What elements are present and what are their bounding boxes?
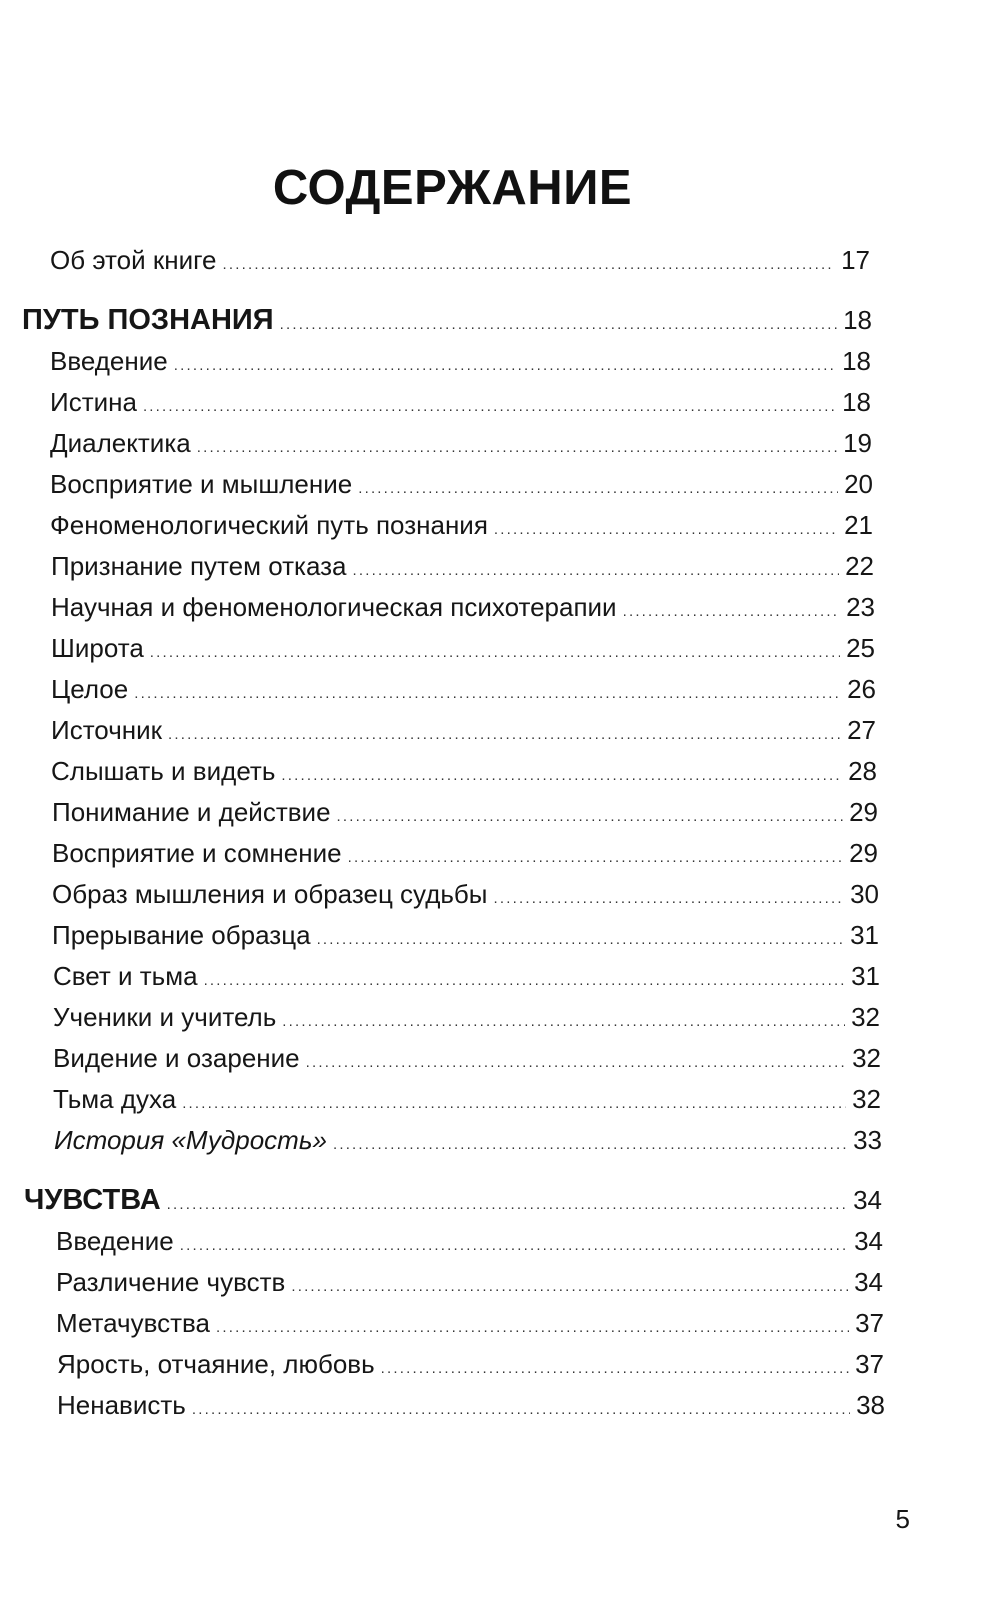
dot-leader (180, 1226, 848, 1261)
toc-entry-page: 18 (842, 387, 871, 417)
toc-entry (51, 710, 876, 750)
dot-leader (197, 428, 837, 463)
toc-entry-page: 31 (850, 920, 879, 950)
dot-leader (223, 245, 836, 280)
toc-entry (56, 1221, 883, 1261)
toc-entry-title: Широта (51, 633, 144, 663)
toc-entry-page: 32 (852, 1043, 881, 1073)
toc-entry-page: 26 (847, 674, 876, 704)
toc-entry-page: 20 (844, 469, 873, 499)
toc-entry-title: История «Мудрость» (54, 1125, 327, 1155)
dot-leader (143, 387, 836, 422)
toc-entry-page: 37 (855, 1308, 884, 1338)
toc-entry-title: Свет и тьма (53, 961, 198, 991)
toc-entry-page: 30 (850, 879, 879, 909)
toc-entry-page: 29 (849, 797, 878, 827)
toc-entry (50, 382, 871, 422)
dot-leader (192, 1390, 850, 1425)
toc-entry-title: Тьма духа (53, 1084, 177, 1114)
dot-leader (280, 305, 837, 340)
toc-entry (50, 341, 871, 381)
toc-entry-page: 38 (856, 1390, 885, 1420)
page-title: СОДЕРЖАНИЕ (272, 161, 633, 215)
toc-entry-title: Целое (51, 674, 129, 704)
dot-leader (174, 346, 836, 381)
dot-leader (381, 1349, 849, 1384)
toc-section-title: ЧУВСТВА (24, 1184, 161, 1216)
toc-entry-title: Различение чувств (56, 1267, 286, 1297)
toc-entry-title: Об этой книге (50, 245, 217, 275)
toc-entry (52, 833, 878, 873)
dot-leader (182, 1084, 846, 1119)
toc-section-page: 18 (843, 305, 872, 335)
toc-entry-page: 28 (848, 756, 877, 786)
toc-entry-page: 34 (854, 1226, 883, 1256)
page-number: 5 (895, 1504, 910, 1534)
toc-entry-page: 21 (844, 510, 873, 540)
toc-entry-title: Видение и озарение (53, 1043, 300, 1073)
toc-entry-page: 18 (842, 346, 871, 376)
toc-entry-title: Феноменологический путь познания (50, 510, 488, 540)
toc-entry-title: Введение (50, 346, 168, 376)
dot-leader (333, 1125, 847, 1160)
toc-entry (57, 1385, 885, 1425)
toc-entry-title: Признание путем отказа (51, 551, 347, 581)
toc-entry (50, 423, 872, 463)
toc-entry-page: 37 (855, 1349, 884, 1379)
toc-section (24, 1180, 882, 1220)
toc-entry-title: Слышать и видеть (51, 756, 276, 786)
toc-entry-page: 23 (846, 592, 875, 622)
toc-entry-page: 22 (845, 551, 874, 581)
toc-entry-title: Прерывание образца (52, 920, 311, 950)
toc-entry (56, 1262, 883, 1302)
toc-entry-title: Метачувства (56, 1308, 211, 1338)
toc-entry (52, 874, 879, 914)
toc-entry (50, 464, 873, 504)
dot-leader (358, 469, 838, 504)
toc-section-page: 34 (853, 1185, 882, 1215)
toc-entry-title: Введение (56, 1226, 174, 1256)
dot-leader (291, 1267, 848, 1302)
toc-entry (53, 956, 880, 996)
toc-entry (51, 751, 877, 791)
toc-entry-title: Ярость, отчаяние, любовь (57, 1349, 375, 1379)
toc-entry-page: 25 (846, 633, 875, 663)
toc-entry (53, 1038, 881, 1078)
toc-entry (52, 792, 878, 832)
toc-section (22, 300, 872, 340)
dot-leader (167, 1185, 847, 1220)
toc-entry-page: 32 (852, 1084, 881, 1114)
toc-entry (50, 505, 873, 545)
dot-leader (216, 1308, 849, 1343)
dot-leader (353, 551, 840, 586)
toc-entry (53, 1079, 881, 1119)
dot-leader (134, 674, 841, 709)
toc-entry-page: 34 (854, 1267, 883, 1297)
toc-entry-title: Научная и феноменологическая психотерапии (51, 592, 617, 622)
dot-leader (204, 961, 846, 996)
toc-entry-title: Диалектика (50, 428, 191, 458)
toc-entry-page: 33 (853, 1125, 882, 1155)
toc-entry-story (54, 1120, 882, 1160)
toc-entry-page: 17 (841, 245, 870, 275)
dot-leader (623, 592, 841, 627)
toc-entry-title: Восприятие и сомнение (52, 838, 342, 868)
toc-entry (56, 1303, 884, 1343)
toc-entry-page: 29 (849, 838, 878, 868)
toc-entry (51, 669, 876, 709)
toc-entry-title: Образ мышления и образец судьбы (52, 879, 488, 909)
dot-leader (306, 1043, 846, 1078)
dot-leader (494, 510, 838, 545)
dot-leader (337, 797, 844, 832)
toc-entry (50, 240, 870, 280)
toc-entry-page: 19 (843, 428, 872, 458)
toc-entry (51, 587, 875, 627)
toc-entry (51, 546, 874, 586)
toc-entry-page: 32 (851, 1002, 880, 1032)
dot-leader (348, 838, 843, 873)
toc-entry (51, 628, 875, 668)
toc-entry (52, 915, 879, 955)
dot-leader (150, 633, 840, 668)
toc-section-title: ПУТЬ ПОЗНАНИЯ (22, 304, 274, 336)
dot-leader (168, 715, 841, 750)
dot-leader (282, 1002, 845, 1037)
toc-entry-title: Источник (51, 715, 162, 745)
toc-entry-title: Истина (50, 387, 137, 417)
dot-leader (494, 879, 845, 914)
dot-leader (281, 756, 842, 791)
toc-entry (53, 997, 880, 1037)
toc-entry (57, 1344, 884, 1384)
toc-entry-title: Ученики и учитель (53, 1002, 277, 1032)
toc-entry-page: 31 (851, 961, 880, 991)
toc-entry-title: Ненависть (57, 1390, 186, 1420)
toc-entry-title: Восприятие и мышление (50, 469, 353, 499)
toc-entry-page: 27 (847, 715, 876, 745)
dot-leader (317, 920, 845, 955)
toc-entry-title: Понимание и действие (52, 797, 331, 827)
